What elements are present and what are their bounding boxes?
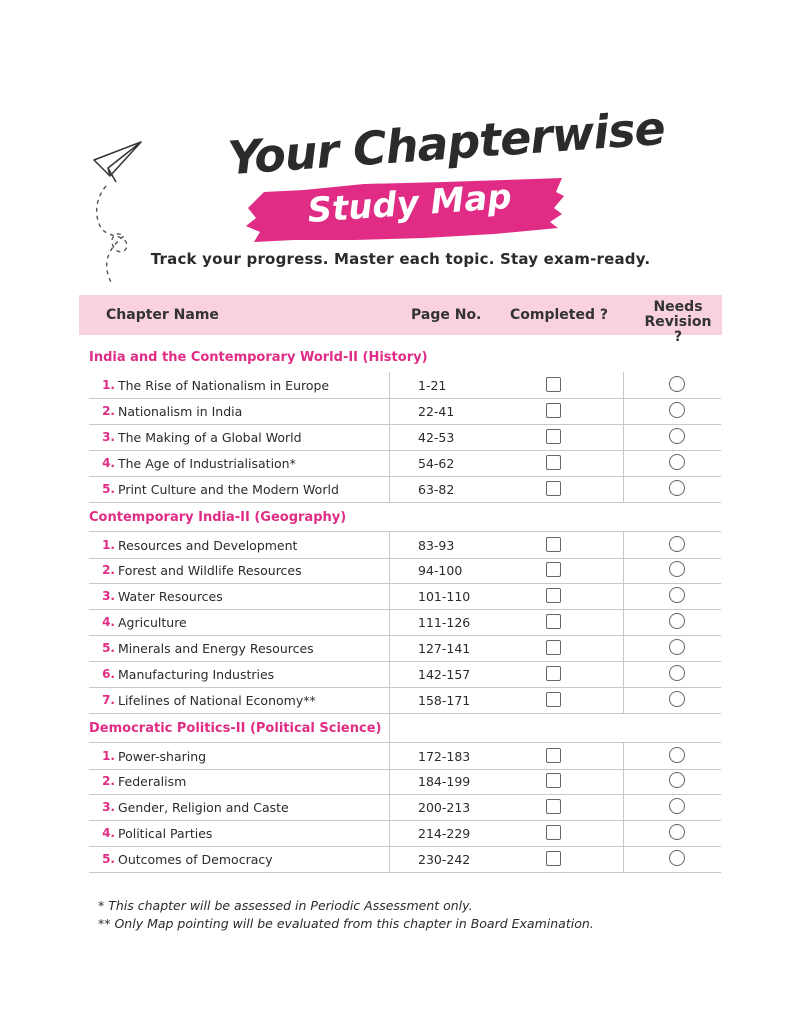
- completed-checkbox[interactable]: [546, 537, 561, 552]
- chapter-row: 6. Manufacturing Industries 142-157: [89, 661, 721, 688]
- chapter-name: Lifelines of National Economy**: [118, 693, 316, 708]
- page-range: 127-141: [418, 641, 471, 656]
- completed-checkbox[interactable]: [546, 851, 561, 866]
- revision-radio[interactable]: [669, 639, 685, 655]
- footnote-periodic-assessment: * This chapter will be assessed in Periodic Assessment only.: [98, 898, 473, 913]
- chapter-row: 4. Agriculture 111-126: [89, 609, 721, 636]
- page-range: 158-171: [418, 693, 471, 708]
- chapter-row: 5. Print Culture and the Modern World 63-82: [89, 476, 721, 503]
- column-divider: [389, 531, 390, 714]
- revision-radio[interactable]: [669, 480, 685, 496]
- page-range: 22-41: [418, 404, 455, 419]
- page-range: 214-229: [418, 826, 471, 841]
- page-range: 83-93: [418, 538, 455, 553]
- chapter-row: 2. Federalism 184-199: [89, 768, 721, 795]
- page-title-line1: Your Chapterwise: [225, 100, 667, 186]
- completed-checkbox[interactable]: [546, 377, 561, 392]
- completed-checkbox[interactable]: [546, 692, 561, 707]
- chapter-row: 3. The Making of a Global World 42-53: [89, 424, 721, 451]
- revision-radio[interactable]: [669, 772, 685, 788]
- column-divider: [389, 714, 390, 742]
- chapter-row: 2. Nationalism in India 22-41: [89, 398, 721, 425]
- page-title-line2: Study Map: [306, 176, 513, 232]
- page-range: 101-110: [418, 589, 471, 604]
- revision-radio[interactable]: [669, 691, 685, 707]
- chapter-name: The Age of Industrialisation*: [118, 456, 296, 471]
- column-divider: [623, 531, 624, 714]
- completed-checkbox[interactable]: [546, 614, 561, 629]
- chapter-name: The Rise of Nationalism in Europe: [118, 378, 330, 393]
- header-completed: Completed ?: [510, 307, 608, 323]
- chapter-name: Agriculture: [118, 615, 187, 630]
- section-title-history: India and the Contemporary World-II (History): [89, 350, 428, 365]
- chapter-row: 7. Lifelines of National Economy** 158-171: [89, 687, 721, 714]
- chapter-row: 4. The Age of Industrialisation* 54-62: [89, 450, 721, 477]
- chapter-row: 3. Gender, Religion and Caste 200-213: [89, 794, 721, 821]
- revision-radio[interactable]: [669, 402, 685, 418]
- page-range: 1-21: [418, 378, 447, 393]
- revision-radio[interactable]: [669, 454, 685, 470]
- revision-radio[interactable]: [669, 798, 685, 814]
- page-range: 230-242: [418, 852, 471, 867]
- page-range: 200-213: [418, 800, 471, 815]
- revision-radio[interactable]: [669, 850, 685, 866]
- completed-checkbox[interactable]: [546, 481, 561, 496]
- column-divider: [389, 372, 390, 503]
- completed-checkbox[interactable]: [546, 403, 561, 418]
- chapter-name: Forest and Wildlife Resources: [118, 563, 302, 578]
- chapter-name: Federalism: [118, 774, 187, 789]
- chapter-name: Gender, Religion and Caste: [118, 800, 289, 815]
- completed-checkbox[interactable]: [546, 773, 561, 788]
- completed-checkbox[interactable]: [546, 640, 561, 655]
- revision-radio[interactable]: [669, 824, 685, 840]
- page-range: 142-157: [418, 667, 471, 682]
- section-title-political-science: Democratic Politics-II (Political Science): [89, 721, 382, 736]
- chapter-row: 1. The Rise of Nationalism in Europe 1-21: [89, 372, 721, 399]
- header-chapter-name: Chapter Name: [106, 307, 219, 323]
- table-header: [79, 295, 722, 345]
- revision-radio[interactable]: [669, 536, 685, 552]
- section-title-geography: Contemporary India-II (Geography): [89, 510, 347, 525]
- chapter-row: 3. Water Resources 101-110: [89, 583, 721, 610]
- chapter-row: 5. Minerals and Energy Resources 127-141: [89, 635, 721, 662]
- revision-radio[interactable]: [669, 747, 685, 763]
- chapter-name: Print Culture and the Modern World: [118, 482, 339, 497]
- column-divider: [389, 742, 390, 873]
- header-needs-revision: Needs Revision ?: [644, 299, 712, 345]
- revision-radio[interactable]: [669, 587, 685, 603]
- page-range: 111-126: [418, 615, 471, 630]
- tagline: Track your progress. Master each topic. Stay exam-ready.: [150, 250, 651, 268]
- chapter-row: 4. Political Parties 214-229: [89, 820, 721, 847]
- revision-radio[interactable]: [669, 428, 685, 444]
- column-divider: [623, 372, 624, 503]
- footnote-map-pointing: ** Only Map pointing will be evaluated from this chapter in Board Examination.: [98, 916, 594, 931]
- page-range: 54-62: [418, 456, 455, 471]
- revision-radio[interactable]: [669, 665, 685, 681]
- chapter-row: 2. Forest and Wildlife Resources 94-100: [89, 557, 721, 584]
- page-range: 172-183: [418, 749, 471, 764]
- completed-checkbox[interactable]: [546, 799, 561, 814]
- chapter-name: Political Parties: [118, 826, 213, 841]
- completed-checkbox[interactable]: [546, 666, 561, 681]
- completed-checkbox[interactable]: [546, 588, 561, 603]
- page-range: 63-82: [418, 482, 455, 497]
- revision-radio[interactable]: [669, 376, 685, 392]
- page-range: 42-53: [418, 430, 455, 445]
- chapter-name: Resources and Development: [118, 538, 298, 553]
- revision-radio[interactable]: [669, 561, 685, 577]
- header-page-no: Page No.: [411, 307, 482, 323]
- completed-checkbox[interactable]: [546, 429, 561, 444]
- revision-radio[interactable]: [669, 613, 685, 629]
- chapter-name: Power-sharing: [118, 749, 207, 764]
- column-divider: [623, 742, 624, 873]
- chapter-name: Minerals and Energy Resources: [118, 641, 314, 656]
- chapter-row: 1. Resources and Development 83-93: [89, 531, 721, 559]
- completed-checkbox[interactable]: [546, 825, 561, 840]
- page-range: 94-100: [418, 563, 463, 578]
- completed-checkbox[interactable]: [546, 455, 561, 470]
- chapter-name: Manufacturing Industries: [118, 667, 275, 682]
- chapter-name: Nationalism in India: [118, 404, 243, 419]
- chapter-row: 1. Power-sharing 172-183: [89, 742, 721, 770]
- chapter-row: 5. Outcomes of Democracy 230-242: [89, 846, 721, 873]
- completed-checkbox[interactable]: [546, 748, 561, 763]
- page-range: 184-199: [418, 774, 471, 789]
- chapter-name: Outcomes of Democracy: [118, 852, 273, 867]
- chapter-name: Water Resources: [118, 589, 223, 604]
- completed-checkbox[interactable]: [546, 562, 561, 577]
- chapter-name: The Making of a Global World: [118, 430, 302, 445]
